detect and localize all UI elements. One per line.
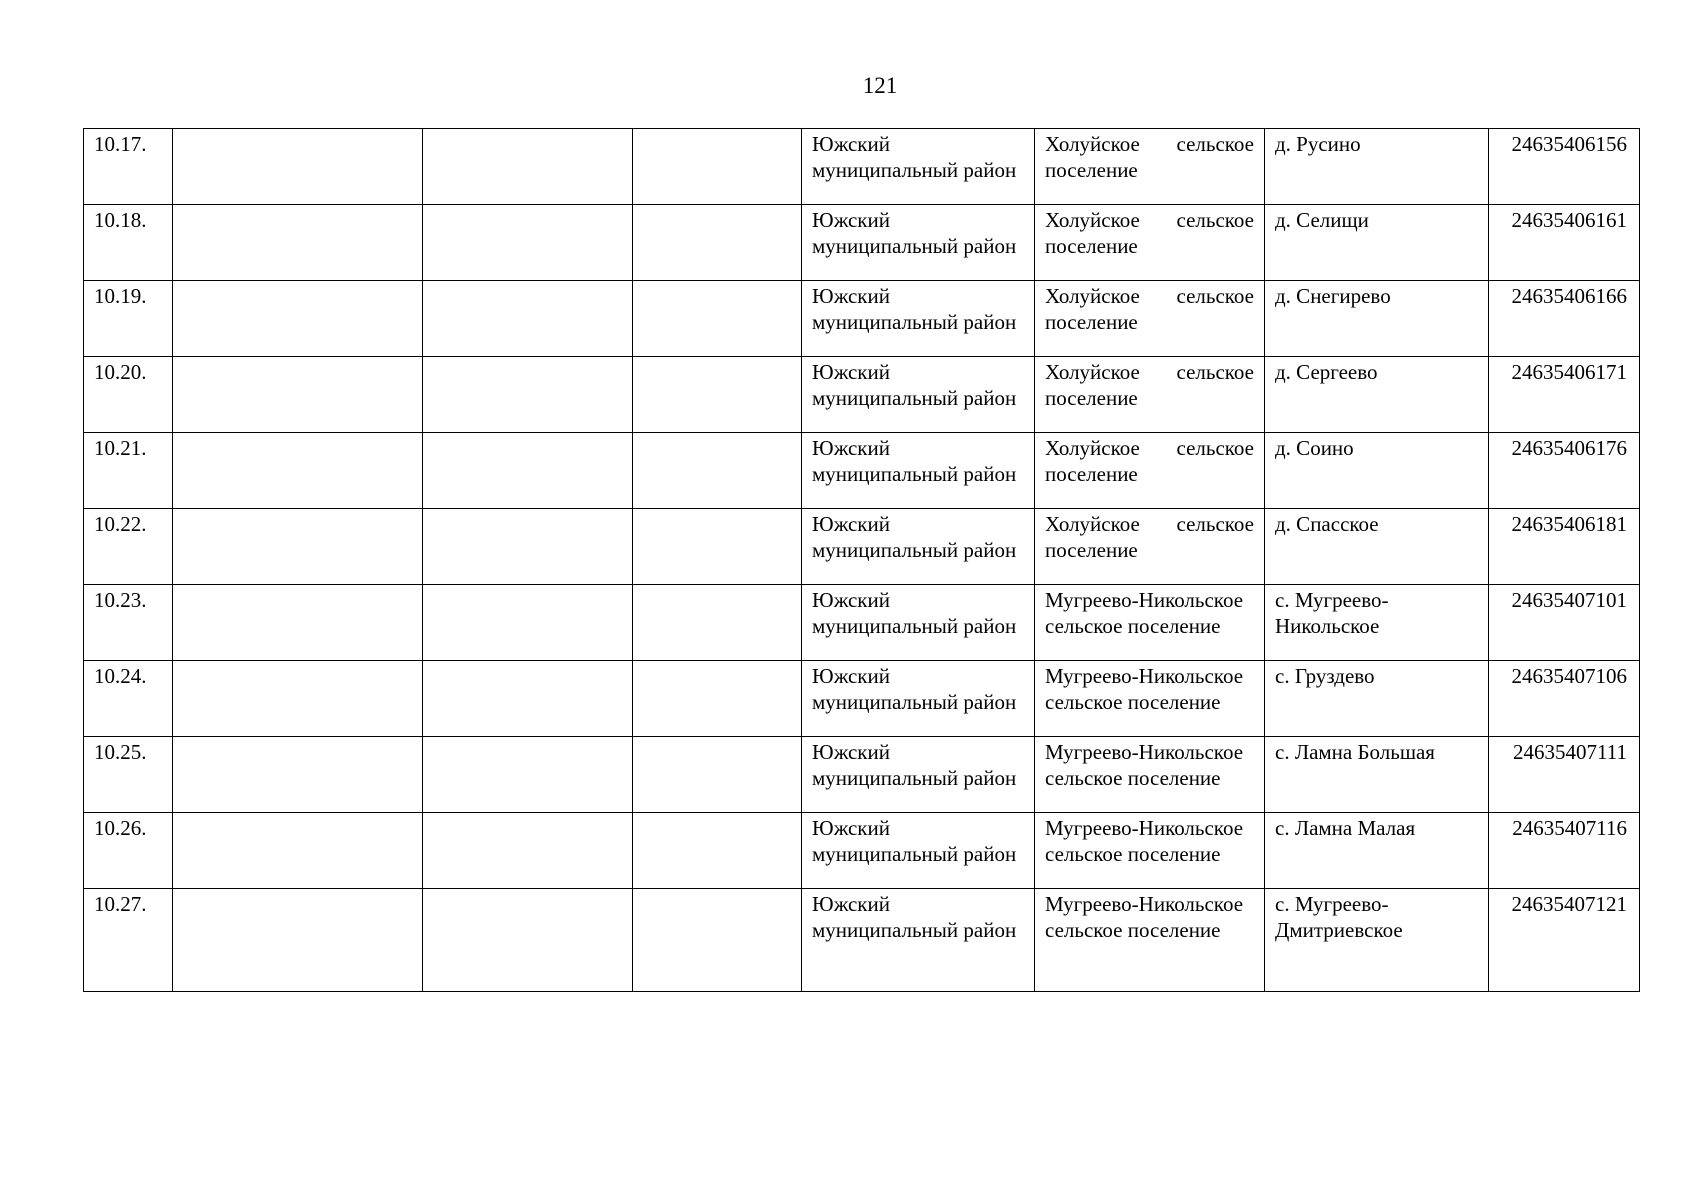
empty-cell-1 xyxy=(173,281,423,357)
empty-cell-1 xyxy=(173,813,423,889)
table-row xyxy=(84,661,1640,737)
district-cell: Южский муниципальный район xyxy=(802,889,1035,992)
oktmo-code-cell: 24635407106 xyxy=(1489,661,1640,737)
district-cell: Южский муниципальный район xyxy=(802,813,1035,889)
locality-cell: с. Мугреево-Никольское xyxy=(1265,585,1489,661)
empty-cell-1 xyxy=(173,357,423,433)
locality-cell: с. Груздево xyxy=(1265,661,1489,737)
settlement-cell: Холуйское сельское поселение xyxy=(1035,433,1265,509)
table-row xyxy=(84,129,1640,205)
locality-cell: с. Мугреево-Дмитриевское xyxy=(1265,889,1489,992)
row-number-cell: 10.27. xyxy=(84,889,173,992)
row-number-cell: 10.24. xyxy=(84,661,173,737)
settlement-cell: Мугреево-Никольское сельское поселение xyxy=(1035,661,1265,737)
district-cell: Южский муниципальный район xyxy=(802,357,1035,433)
empty-cell-3 xyxy=(633,129,802,205)
table-row xyxy=(84,585,1640,661)
empty-cell-1 xyxy=(173,509,423,585)
oktmo-code-cell: 24635407121 xyxy=(1489,889,1640,992)
oktmo-code-cell: 24635407116 xyxy=(1489,813,1640,889)
empty-cell-1 xyxy=(173,129,423,205)
oktmo-code-cell: 24635407101 xyxy=(1489,585,1640,661)
settlement-cell: Мугреево-Никольское сельское поселение xyxy=(1035,889,1265,992)
oktmo-code-cell: 24635406156 xyxy=(1489,129,1640,205)
empty-cell-2 xyxy=(423,737,633,813)
empty-cell-3 xyxy=(633,813,802,889)
oktmo-code-cell: 24635406171 xyxy=(1489,357,1640,433)
row-number-cell: 10.18. xyxy=(84,205,173,281)
row-number-cell: 10.17. xyxy=(84,129,173,205)
settlement-cell: Мугреево-Никольское сельское поселение xyxy=(1035,585,1265,661)
empty-cell-2 xyxy=(423,357,633,433)
row-number-cell: 10.26. xyxy=(84,813,173,889)
empty-cell-2 xyxy=(423,813,633,889)
empty-cell-2 xyxy=(423,889,633,992)
empty-cell-3 xyxy=(633,281,802,357)
settlement-cell: Холуйское сельское поселение xyxy=(1035,281,1265,357)
district-cell: Южский муниципальный район xyxy=(802,281,1035,357)
table-row xyxy=(84,509,1640,585)
empty-cell-2 xyxy=(423,433,633,509)
oktmo-code-cell: 24635406161 xyxy=(1489,205,1640,281)
row-number-cell: 10.22. xyxy=(84,509,173,585)
settlement-cell: Холуйское сельское поселение xyxy=(1035,509,1265,585)
empty-cell-3 xyxy=(633,357,802,433)
oktmo-code-cell: 24635406166 xyxy=(1489,281,1640,357)
page-number: 121 xyxy=(862,73,898,98)
row-number-cell: 10.19. xyxy=(84,281,173,357)
locality-cell: д. Русино xyxy=(1265,129,1489,205)
row-number-cell: 10.21. xyxy=(84,433,173,509)
settlement-cell: Холуйское сельское поселение xyxy=(1035,205,1265,281)
empty-cell-2 xyxy=(423,205,633,281)
empty-cell-3 xyxy=(633,585,802,661)
district-cell: Южский муниципальный район xyxy=(802,509,1035,585)
empty-cell-2 xyxy=(423,509,633,585)
empty-cell-3 xyxy=(633,889,802,992)
table-row xyxy=(84,889,1640,992)
empty-cell-2 xyxy=(423,281,633,357)
empty-cell-1 xyxy=(173,661,423,737)
locality-cell: с. Ламна Большая xyxy=(1265,737,1489,813)
empty-cell-1 xyxy=(173,205,423,281)
locality-cell: с. Ламна Малая xyxy=(1265,813,1489,889)
empty-cell-2 xyxy=(423,585,633,661)
row-number-cell: 10.25. xyxy=(84,737,173,813)
empty-cell-1 xyxy=(173,737,423,813)
district-cell: Южский муниципальный район xyxy=(802,661,1035,737)
empty-cell-1 xyxy=(173,433,423,509)
empty-cell-2 xyxy=(423,129,633,205)
settlements-table xyxy=(83,128,1640,992)
empty-cell-1 xyxy=(173,889,423,992)
row-number-cell: 10.23. xyxy=(84,585,173,661)
oktmo-code-cell: 24635406181 xyxy=(1489,509,1640,585)
empty-cell-3 xyxy=(633,509,802,585)
district-cell: Южский муниципальный район xyxy=(802,737,1035,813)
locality-cell: д. Снегирево xyxy=(1265,281,1489,357)
empty-cell-3 xyxy=(633,737,802,813)
empty-cell-2 xyxy=(423,661,633,737)
settlement-cell: Холуйское сельское поселение xyxy=(1035,129,1265,205)
locality-cell: д. Селищи xyxy=(1265,205,1489,281)
table-row xyxy=(84,813,1640,889)
locality-cell: д. Соино xyxy=(1265,433,1489,509)
district-cell: Южский муниципальный район xyxy=(802,585,1035,661)
table-row xyxy=(84,357,1640,433)
table-row xyxy=(84,433,1640,509)
table-body xyxy=(84,129,1640,992)
empty-cell-3 xyxy=(633,433,802,509)
settlement-cell: Холуйское сельское поселение xyxy=(1035,357,1265,433)
district-cell: Южский муниципальный район xyxy=(802,129,1035,205)
locality-cell: д. Спасское xyxy=(1265,509,1489,585)
district-cell: Южский муниципальный район xyxy=(802,205,1035,281)
table-row xyxy=(84,281,1640,357)
table-row xyxy=(84,737,1640,813)
empty-cell-3 xyxy=(633,205,802,281)
settlement-cell: Мугреево-Никольское сельское поселение xyxy=(1035,813,1265,889)
oktmo-code-cell: 24635407111 xyxy=(1489,737,1640,813)
oktmo-code-cell: 24635406176 xyxy=(1489,433,1640,509)
locality-cell: д. Сергеево xyxy=(1265,357,1489,433)
empty-cell-3 xyxy=(633,661,802,737)
table-row xyxy=(84,205,1640,281)
district-cell: Южский муниципальный район xyxy=(802,433,1035,509)
settlement-cell: Мугреево-Никольское сельское поселение xyxy=(1035,737,1265,813)
empty-cell-1 xyxy=(173,585,423,661)
row-number-cell: 10.20. xyxy=(84,357,173,433)
